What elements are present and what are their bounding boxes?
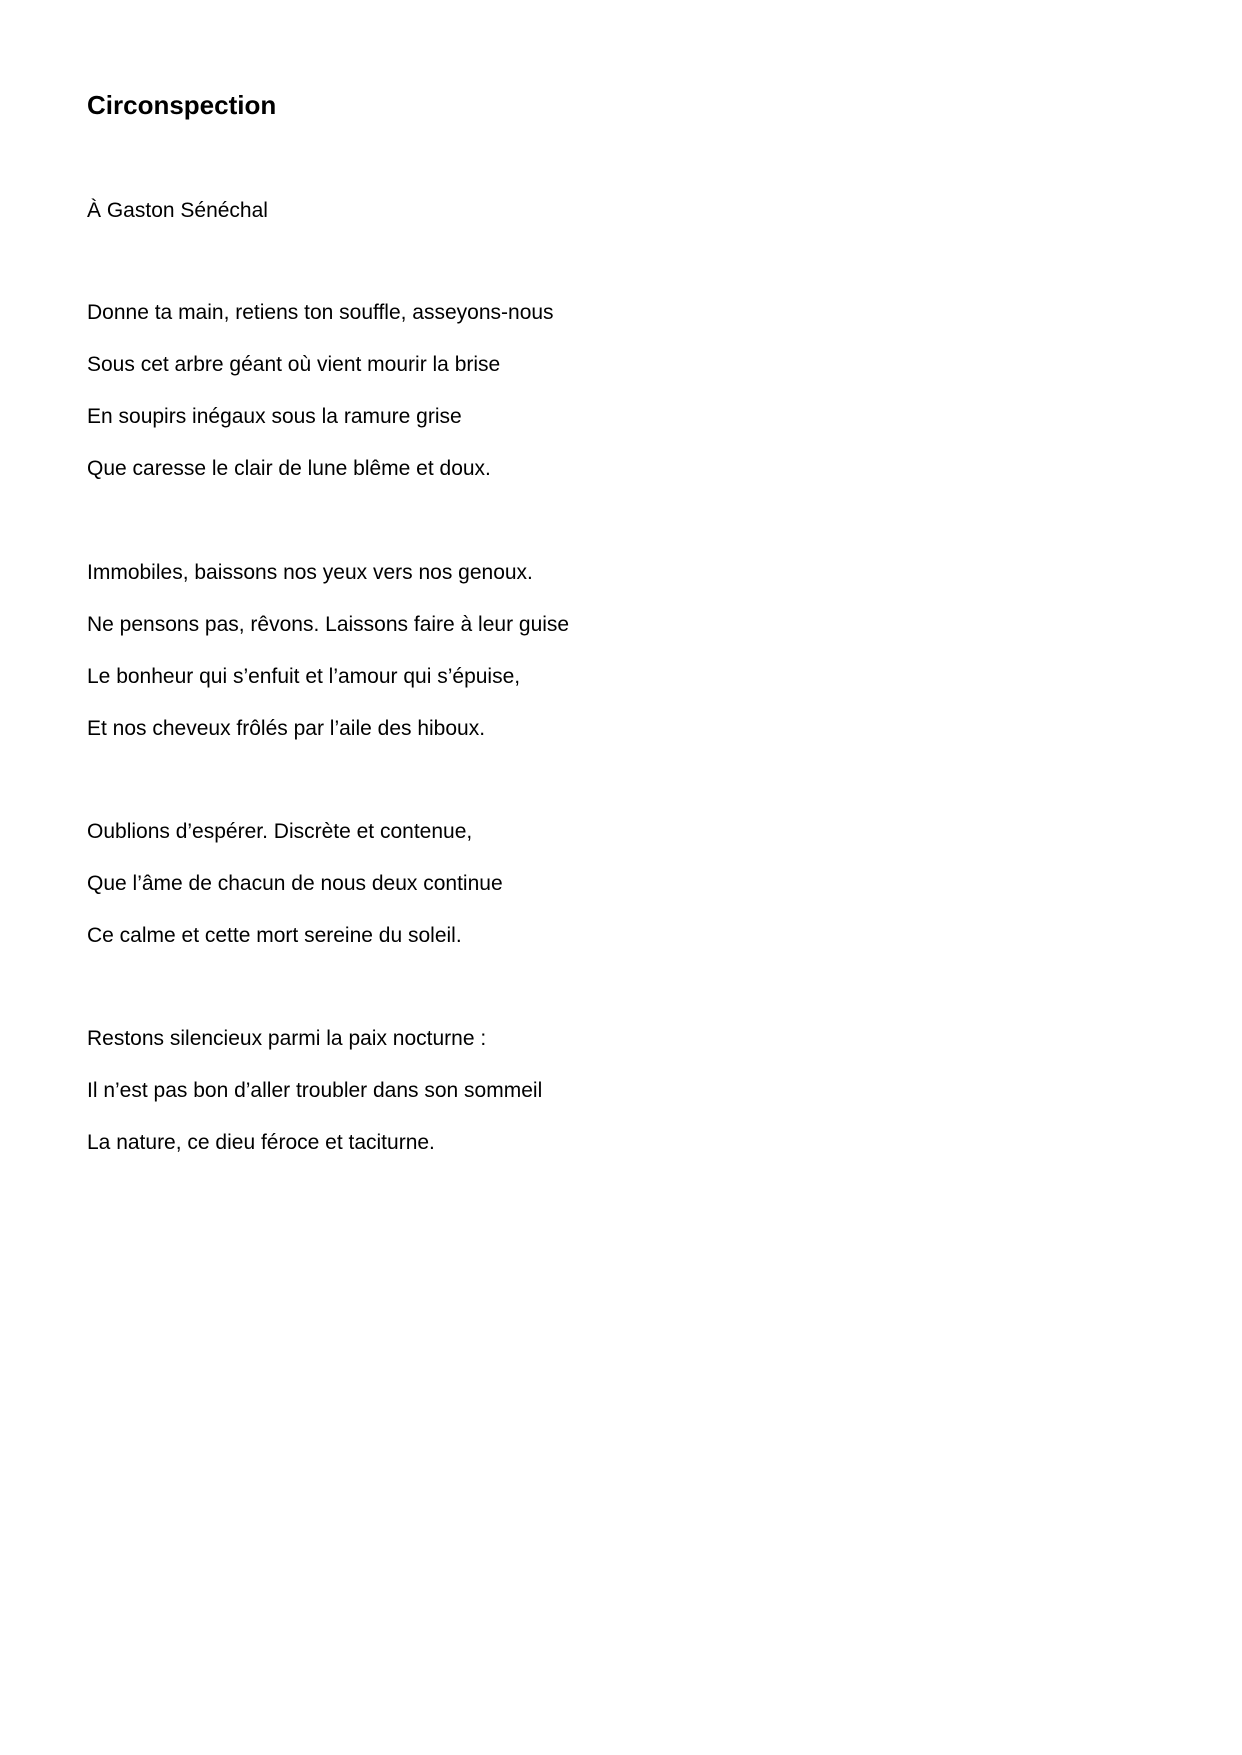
verse-line: Restons silencieux parmi la paix nocturne : bbox=[87, 1027, 487, 1050]
stanza-1 bbox=[87, 298, 554, 506]
verse-line: Il n’est pas bon d’aller troubler dans son sommeil bbox=[87, 1079, 543, 1102]
verse-line: Que l’âme de chacun de nous deux continue bbox=[87, 872, 503, 895]
stanza-4 bbox=[87, 1024, 542, 1180]
verse-line: La nature, ce dieu féroce et taciturne. bbox=[87, 1131, 435, 1154]
stanza-3 bbox=[87, 817, 503, 973]
verse-line: Le bonheur qui s’enfuit et l’amour qui s’épuise, bbox=[87, 665, 521, 688]
verse-line: Ne pensons pas, rêvons. Laissons faire à leur guise bbox=[87, 613, 570, 636]
verse-line: En soupirs inégaux sous la ramure grise bbox=[87, 405, 462, 428]
verse-line: Et nos cheveux frôlés par l’aile des hiboux. bbox=[87, 717, 486, 740]
poem-title: Circonspection bbox=[87, 90, 277, 120]
verse-line: Sous cet arbre géant où vient mourir la brise bbox=[87, 353, 501, 376]
stanza-2 bbox=[87, 558, 569, 766]
verse-line: Que caresse le clair de lune blême et doux. bbox=[87, 457, 491, 480]
verse-line: Ce calme et cette mort sereine du soleil. bbox=[87, 924, 462, 947]
verse-line: Oublions d’espérer. Discrète et contenue, bbox=[87, 820, 473, 843]
verse-line: Immobiles, baissons nos yeux vers nos genoux. bbox=[87, 561, 533, 584]
poem-dedication: À Gaston Sénéchal bbox=[87, 199, 268, 222]
verse-line: Donne ta main, retiens ton souffle, asseyons-nous bbox=[87, 301, 554, 324]
